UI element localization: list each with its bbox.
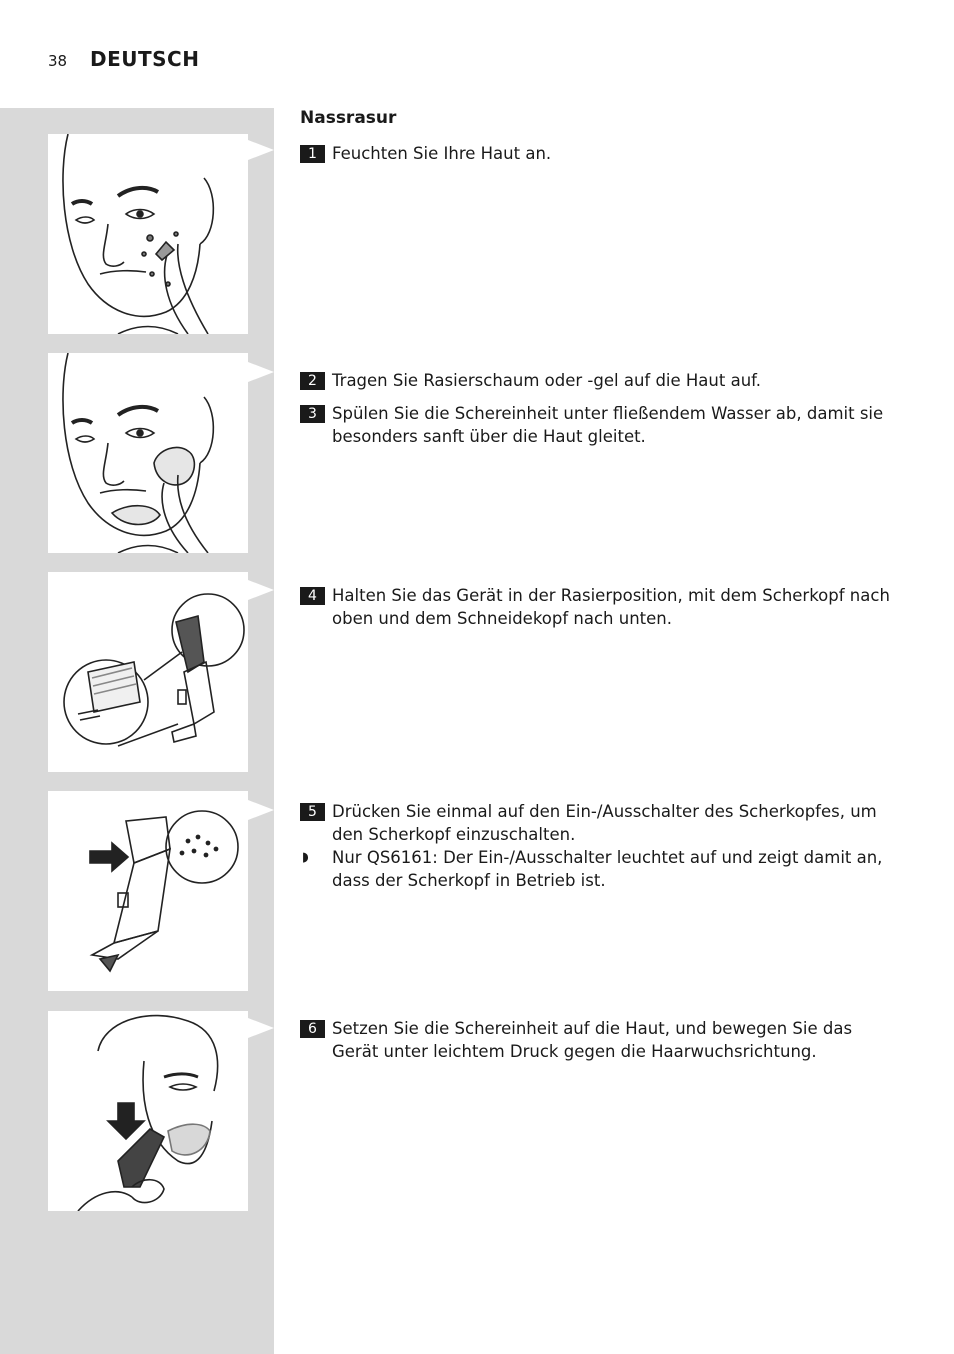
step-number: 3 (300, 405, 325, 423)
illustration-wet-face (48, 134, 248, 334)
illustration-shaving-motion (48, 1011, 248, 1211)
step-5 (300, 800, 900, 846)
illustration-press-button (48, 791, 248, 991)
step-number: 4 (300, 587, 325, 605)
step-text: Nur QS6161: Der Ein-/Ausschalter leuchtet auf und zeigt damit an, dass der Scherkopf in Betrieb ist. (332, 848, 883, 890)
step-3 (300, 402, 900, 448)
panel-pointer (248, 1018, 274, 1038)
step-number: 1 (300, 145, 325, 163)
page-number: 38 (48, 52, 68, 70)
step-1 (300, 142, 900, 165)
step-text: Drücken Sie einmal auf den Ein-/Ausschalter des Scherkopfes, um den Scherkopf einzuschalten. (332, 802, 877, 844)
step-5-result (300, 846, 900, 892)
step-text: Spülen Sie die Schereinheit unter fließendem Wasser ab, damit sie besonders sanft über die Haut gleitet. (332, 404, 884, 446)
illustration-apply-foam (48, 353, 248, 553)
step-number: 6 (300, 1020, 325, 1038)
section-title: Nassrasur (300, 108, 397, 128)
illustration-shaver-position (48, 572, 248, 772)
step-4 (300, 584, 900, 630)
panel-pointer (248, 362, 274, 382)
panel-pointer (248, 580, 274, 600)
step-text: Tragen Sie Rasierschaum oder -gel auf die Haut auf. (332, 371, 762, 390)
result-bullet-icon: ◗ (302, 850, 309, 865)
step-6 (300, 1017, 900, 1063)
step-number: 5 (300, 803, 325, 821)
panel-pointer (248, 800, 274, 820)
step-text: Feuchten Sie Ihre Haut an. (332, 144, 552, 163)
panel-pointer (248, 140, 274, 160)
step-number: 2 (300, 372, 325, 390)
step-2 (300, 369, 900, 392)
step-text: Halten Sie das Gerät in der Rasierposition, mit dem Scherkopf nach oben und dem Schneidekopf nach unten. (332, 586, 890, 628)
step-text: Setzen Sie die Schereinheit auf die Haut, und bewegen Sie das Gerät unter leichtem Druck gegen die Haarwuchsrichtung. (332, 1019, 853, 1061)
language-heading: DEUTSCH (90, 47, 200, 71)
